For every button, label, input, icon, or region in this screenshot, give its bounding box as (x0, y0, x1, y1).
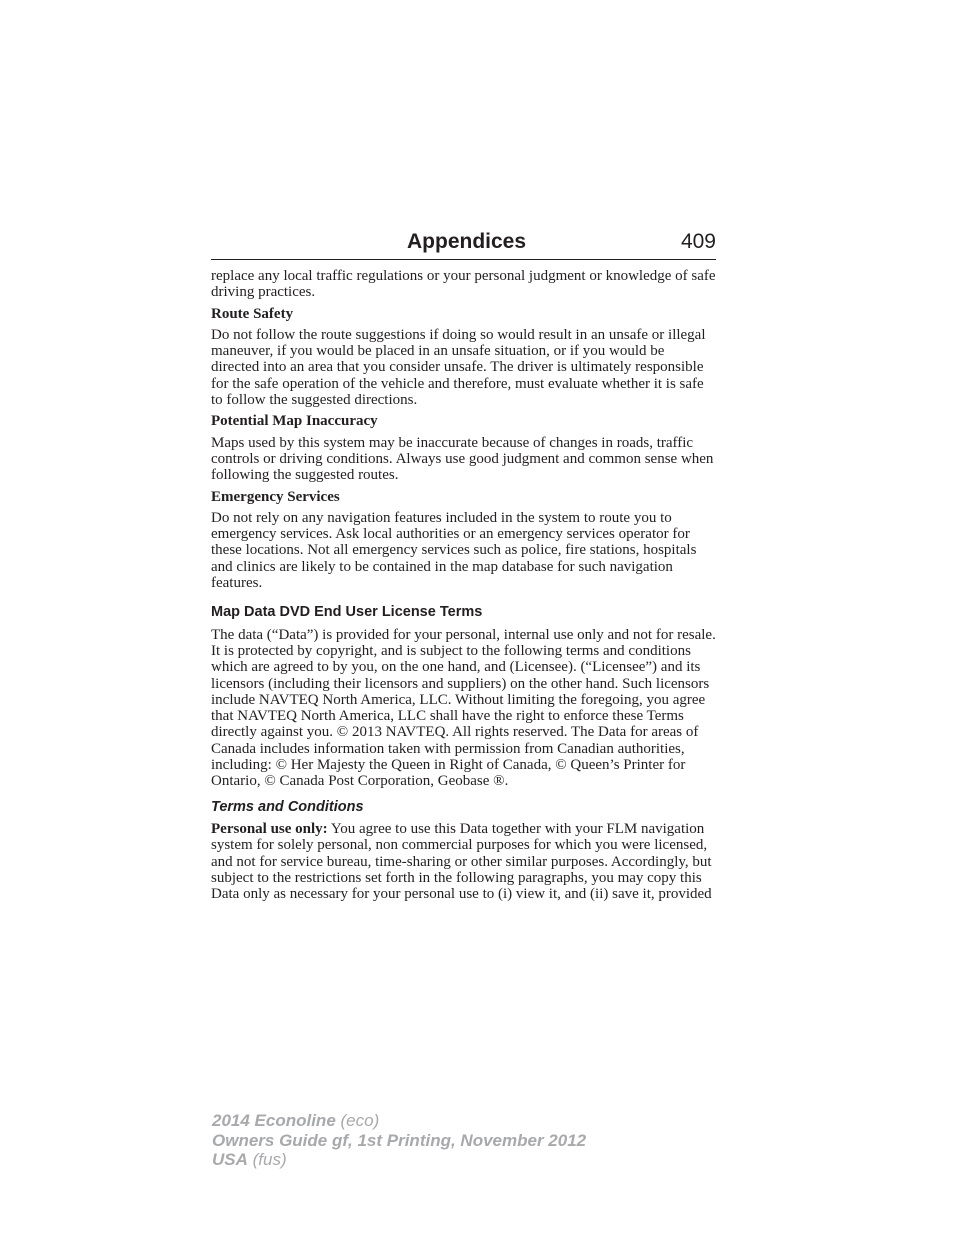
footer-market: USA (212, 1150, 248, 1169)
section-title: Appendices (407, 230, 527, 253)
personal-use-lead: Personal use only: (211, 820, 328, 837)
page-body (211, 268, 716, 907)
page-footer (212, 1111, 586, 1170)
personal-use-paragraph (211, 821, 716, 902)
map-inaccuracy-heading: Potential Map Inaccuracy (211, 413, 378, 430)
footer-model: 2014 Econoline (212, 1111, 336, 1130)
page-header (211, 229, 716, 260)
route-safety-paragraph: Do not follow the route suggestions if doing so would result in an unsafe or illegal maneuver, if you would be placed in an unsafe situation, or if you would be directed into an area that you consider unsafe. The driver is ultimately responsible for the safe operation of the vehicle and therefore, must evaluate whether it is safe to follow the suggested directions. (211, 326, 706, 409)
intro-paragraph: replace any local traffic regulations or your personal judgment or knowledge of safe driving practices. (211, 268, 716, 301)
terms-conditions-heading: Terms and Conditions (211, 798, 364, 815)
license-terms-paragraph: The data (“Data”) is provided for your personal, internal use only and not for resale. It is protected by copyright, and is subject to the following terms and conditions which are agreed to by you, on the one hand, and (Licensee). (“Licensee”) and its licensors (including their licensors and suppliers) on the other hand. Such licensors include NAVTEQ North America, LLC. Without limiting the foregoing, you agree that NAVTEQ North America, LLC shall have the right to enforce these Terms directly against you. © 2013 NAVTEQ. All rights reserved. The Data for areas of Canada includes information taken with permission from Canadian authorities, including: © Her Majesty the Queen in Right of Canada, © Queen’s Printer for Ontario, © Canada Post Corporation, Geobase ®. (211, 626, 716, 790)
footer-line-3 (212, 1150, 586, 1170)
license-terms-heading: Map Data DVD End User License Terms (211, 604, 483, 621)
page-number: 409 (680, 230, 716, 253)
footer-line-2 (212, 1131, 586, 1151)
footer-line-1 (212, 1111, 586, 1131)
route-safety-heading: Route Safety (211, 305, 294, 322)
map-inaccuracy-paragraph: Maps used by this system may be inaccurate because of changes in roads, traffic controls or driving conditions. Always use good judgment and common sense when following the suggested routes. (211, 434, 714, 484)
footer-model-code: (eco) (335, 1111, 380, 1130)
emergency-services-paragraph: Do not rely on any navigation features included in the system to route you to emergency services. Ask local authorities or an emergency services operator for these locations. Not all emergency services such as police, fire stations, hospitals and clinics are likely to be contained in the map database for such navigation features. (211, 509, 697, 592)
footer-market-code: (fus) (247, 1150, 287, 1169)
personal-use-text: You agree to use this Data together with your FLM navigation system for solely personal, non commercial purposes for which you were licensed, and not for service bureau, time-sharing or other similar purposes. Accordingly, but subject to the restrictions set forth in the following paragraphs, you may copy this Data only as necessary for your personal use to (i) view it, and (ii) save it, provided (211, 820, 712, 903)
emergency-services-heading: Emergency Services (211, 488, 340, 505)
footer-guide-info: Owners Guide gf, 1st Printing, November 2012 (212, 1130, 587, 1150)
